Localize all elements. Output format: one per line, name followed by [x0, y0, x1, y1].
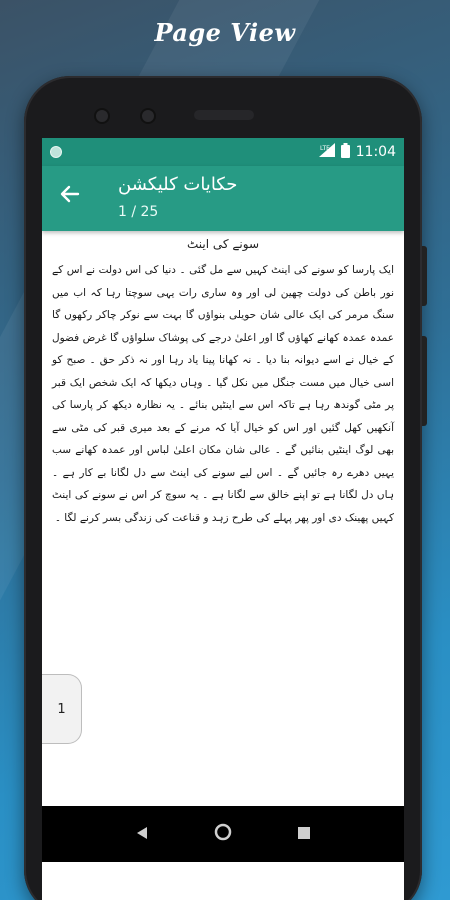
signal-icon	[319, 143, 335, 161]
status-bar	[42, 138, 404, 166]
app-screen	[42, 138, 404, 900]
page-counter: 1 / 25	[118, 204, 159, 220]
volume-button	[422, 336, 427, 426]
app-title: حکایات کلیکشن	[118, 174, 238, 195]
front-camera	[94, 108, 110, 124]
back-button[interactable]	[56, 182, 84, 210]
status-right	[319, 143, 396, 162]
notification-dot-icon	[50, 146, 62, 158]
status-time: 11:04	[355, 144, 396, 160]
page-number-tab[interactable]: 1	[42, 674, 82, 744]
triangle-back-icon[interactable]	[135, 825, 149, 844]
battery-icon	[341, 143, 350, 162]
front-sensor	[140, 108, 156, 124]
earpiece-speaker	[194, 110, 254, 120]
power-button	[422, 246, 427, 306]
story-title: سونے کی اینٹ	[186, 237, 260, 251]
navigation-bar	[42, 806, 404, 862]
arrow-left-icon	[60, 184, 80, 208]
story-body: ایک پارسا کو سونے کی اینٹ کہیں سے مل گئی ۔ دنیا کی اس دولت نے اس کے نور باطن کی دولت چھین لی اور وہ ساری رات یہی سوچتا رہا کہ اب میں سنگ مرمر کی ایک عالی شان حویلی بنواؤں گا بہت سے نوکر چاکر رکھوں گا عمدہ عمدہ کھانے کھاؤں گا اور اعلیٰ درجے کی پوشاک سلواؤں گا غرض فضول کے خیال نے اسے دیوانہ بنا دیا ۔ نہ کھانا پینا یاد رہا اور نہ ذکر حق ۔ صبح کو اسی خیال میں مست جنگل میں نکل گیا ۔ وہاں دیکھا کہ ایک شخص ایک قبر پر مٹی گوندھ رہا ہے تاکہ اس سے اینٹیں بنائے ۔ یہ نظارہ دیکھ کر پارسا کی آنکھیں کھل گئیں اور اس کو خیال آیا کہ مرنے کے بعد میری قبر کی مٹی سے بھی لوگ اینٹیں بنائیں گے ۔ عالی شان مکان اعلیٰ لباس اور عمدہ کھانے سب یہیں دھرے رہ جائیں گے ۔ اس لیے سونے کی اینٹ سے دل لگانا بے کار ہے ۔ ہاں دل لگانا ہے تو اپنے خالق سے لگانا ہے ۔ یہ سوچ کر اس نے سونے کی اینٹ کہیں پھینک دی اور پھر پہلے کی طرح زہد و قناعت کی زندگی بسر کرنے لگا ۔	[52, 264, 394, 524]
svg-text:LTE: LTE	[319, 145, 330, 152]
story-content[interactable]	[42, 231, 404, 529]
promo-headline: Page View	[154, 18, 296, 47]
square-recent-icon[interactable]	[297, 825, 311, 844]
phone-frame	[24, 76, 422, 900]
circle-home-icon[interactable]	[214, 823, 232, 845]
app-bar	[42, 166, 404, 231]
